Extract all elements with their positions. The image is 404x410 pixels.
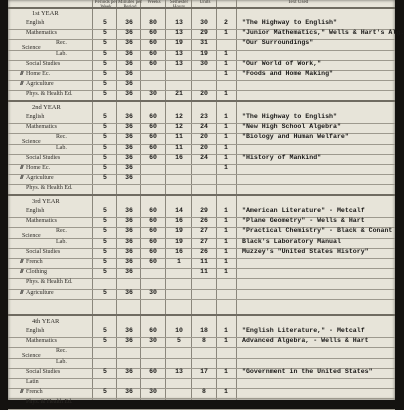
text-used-entry: "American Literature" - Metcalf [242,207,365,214]
grade-cell: 36 [125,164,133,171]
grade-cell: 5 [177,337,181,345]
grade-cell: 1 [224,123,228,131]
subject-label: English [26,20,45,26]
grade-cell: 5 [103,327,107,334]
text-used-entry: "Plane Geometry" - Wells & Hart [242,217,365,225]
strike-mark: //// [20,165,23,171]
grade-cell: 1 [224,258,228,265]
subject-label: Rec. [56,134,67,141]
year-heading: 2nd YEAR [32,104,61,111]
grade-cell: 12 [175,113,183,120]
grade-cell: 8 [202,388,206,396]
transcript-sheet [8,0,404,406]
grade-cell: 1 [224,227,228,235]
grade-cell: 16 [175,217,183,225]
subject-label: Rec. [56,348,67,355]
grade-cell: 5 [103,237,107,245]
grade-cell: 5 [103,337,107,345]
grade-cell: 21 [175,90,183,98]
grade-cell: 10 [175,327,183,334]
text-used-entry: "The Highway to English" [242,19,337,26]
grade-cell: 36 [125,49,133,57]
strike-mark: //// [20,259,23,265]
science-label: Science [22,139,41,146]
header-weeks: Weeks [147,0,161,5]
grade-cell: 13 [175,29,183,37]
grade-cell: 5 [103,174,107,182]
grade-cell: 36 [125,367,133,375]
subject-label: Rec. [56,228,67,235]
grade-cell: 60 [149,39,157,47]
grade-cell: 19 [200,49,208,57]
grade-cell: 1 [224,237,228,245]
grade-cell: 60 [149,367,157,375]
science-label: Science [22,45,41,52]
grade-cell: 30 [200,19,208,26]
section-rule [8,314,395,316]
grade-cell: 1 [224,59,228,67]
grade-cell: 1 [224,388,228,396]
grade-cell: 26 [200,217,208,225]
subject-label: English [26,328,45,334]
text-used-entry: "Foods and Home Making" [242,70,334,77]
grade-cell: 20 [200,133,208,141]
grade-cell: 20 [200,143,208,151]
subject-label: Social Studies [26,60,61,67]
grade-cell: 1 [224,49,228,57]
grade-cell: 13 [175,59,183,67]
grade-cell: 18 [200,327,208,334]
grade-cell: 11 [200,258,208,265]
text-used-entry: Advanced Algebra, - Wells & Hart [242,337,369,345]
grade-cell: 60 [149,258,157,265]
grade-cell: 1 [177,258,181,265]
year-heading: 4th YEAR [32,318,60,325]
grade-cell: 1 [224,217,228,225]
grade-cell: 19 [175,227,183,235]
text-used-entry: "The Highway to English" [242,113,337,120]
grade-cell: 60 [149,29,157,37]
grade-cell: 5 [103,70,107,77]
grade-cell: 5 [103,113,107,120]
grade-cell: 24 [200,123,208,131]
grade-cell: 1 [224,29,228,37]
subject-label: Lab. [56,144,67,151]
grade-cell: 5 [103,90,107,98]
grade-cell: 29 [200,29,208,37]
grade-cell: 36 [125,247,133,255]
grade-cell: 36 [125,268,133,276]
grade-cell: 36 [125,337,133,345]
grade-cell: 60 [149,237,157,245]
grade-cell: 36 [125,207,133,214]
grade-cell: 30 [149,388,157,396]
header-semester-hours: Semester Hours [169,0,189,10]
year-heading: 1st YEAR [32,10,59,17]
text-used-entry: "Government in the United States" [242,367,373,375]
grade-cell: 20 [200,90,208,98]
grade-cell: 5 [103,123,107,131]
grade-cell: 36 [125,19,133,26]
grade-cell: 13 [175,49,183,57]
subject-label: Lab. [56,50,67,57]
subject-label: Mathematics [26,338,57,345]
grade-cell: 1 [224,207,228,214]
subject-label: Phys. & Health Ed. [26,91,73,98]
grade-cell: 12 [175,123,183,131]
grade-cell: 1 [224,337,228,345]
year-heading: 3rd YEAR [32,198,60,205]
grade-cell: 23 [200,113,208,120]
grade-cell: 11 [175,143,183,151]
strike-mark: //// [20,71,23,77]
subject-label: Clothing [26,269,48,276]
text-used-entry: "Biology and Human Welfare" [242,133,349,141]
text-used-entry: "History of Mankind" [242,153,322,161]
grade-cell: 36 [125,288,133,296]
subject-label: Home Ec. [26,165,50,171]
strike-mark: //// [20,389,23,396]
row-rule [8,289,395,290]
grade-cell: 5 [103,207,107,214]
subject-label: Mathematics [26,30,57,37]
grade-cell: 27 [200,227,208,235]
grade-cell: 36 [125,227,133,235]
row-rule [8,70,395,71]
text-used-entry: Black's Laboratory Manual [242,237,341,245]
grade-cell: 31 [200,39,208,47]
grade-cell: 11 [175,133,183,141]
grade-cell: 36 [125,174,133,182]
grade-cell: 36 [125,90,133,98]
grade-cell: 29 [200,207,208,214]
grade-cell: 8 [202,337,206,345]
grade-cell: 60 [149,217,157,225]
row-rule [8,378,395,379]
strike-mark: //// [20,269,23,276]
grade-cell: 5 [103,29,107,37]
subject-label: Phys. & Health Ed. [26,185,73,192]
row-rule [8,174,395,175]
grade-cell: 5 [103,143,107,151]
subject-label: Mathematics [26,124,57,131]
grade-cell: 5 [103,133,107,141]
grade-cell: 36 [125,143,133,151]
grade-cell: 5 [103,153,107,161]
grade-cell: 60 [149,123,157,131]
grade-cell: 30 [149,288,157,296]
grade-cell: 5 [103,19,107,26]
text-used-entry: "Junior Mathematics," Wells & Hart's Alg. [242,29,404,37]
grade-cell: 36 [125,29,133,37]
grade-cell: 30 [200,59,208,67]
grade-cell: 1 [224,143,228,151]
grade-cell: 30 [149,90,157,98]
grade-cell: 16 [175,247,183,255]
strike-mark: //// [20,175,23,182]
grade-cell: 5 [103,288,107,296]
grade-cell: 60 [149,327,157,334]
text-used-entry: "New High School Algebra" [242,123,341,131]
subject-label: Agriculture [26,289,54,296]
subject-label: Mathematics [26,218,57,225]
subject-label: Lab. [56,358,67,365]
grade-cell: 2 [224,19,228,26]
grade-cell: 36 [125,133,133,141]
science-label: Science [22,233,41,240]
subject-label: Rec. [56,40,67,47]
grade-cell: 13 [175,19,183,26]
grade-cell: 5 [103,80,107,88]
grade-cell: 60 [149,247,157,255]
grade-cell: 17 [200,367,208,375]
grade-cell: 5 [103,217,107,225]
grade-cell: 26 [200,247,208,255]
grade-cell: 1 [224,113,228,120]
row-rule [8,80,395,81]
header-minutes: Minutes per Period [117,0,143,10]
row-rule [8,409,395,410]
grade-cell: 36 [125,39,133,47]
subject-label: Agriculture [26,175,54,182]
subject-label: Social Studies [26,248,61,255]
grade-cell: 27 [200,237,208,245]
text-used-entry: "Practical Chemistry" - Black & Conant [242,227,393,235]
subject-label: Phys. & Health Ed. [26,279,73,286]
subject-label: English [26,114,45,120]
grade-cell: 11 [200,268,208,276]
grade-cell: 1 [224,327,228,334]
science-label: Science [22,353,41,360]
grade-cell: 1 [224,70,228,77]
grade-cell: 5 [103,49,107,57]
subject-label: Lab. [56,238,67,245]
text-used-entry: "English Literature," - Metcalf [242,327,365,334]
grade-cell: 1 [224,153,228,161]
row-rule [8,164,395,165]
subject-label: Home Ec. [26,71,50,77]
row-rule [8,299,395,300]
section-rule [8,100,395,102]
grade-cell: 60 [149,113,157,120]
grade-cell: 1 [224,133,228,141]
grade-cell: 5 [103,367,107,375]
grade-cell: 36 [125,237,133,245]
grade-cell: 36 [125,327,133,334]
subject-label: French [26,389,43,396]
grade-cell: 5 [103,164,107,171]
grade-cell: 60 [149,143,157,151]
grade-cell: 1 [224,247,228,255]
grade-cell: 36 [125,70,133,77]
grade-cell: 60 [149,59,157,67]
grade-cell: 36 [125,388,133,396]
strike-mark: //// [20,289,23,296]
subject-label: Social Studies [26,154,61,161]
subject-label: Social Studies [26,368,61,375]
grade-cell: 19 [175,39,183,47]
header-periods: Periods per Week [94,0,118,10]
subject-label: Agriculture [26,81,54,88]
grade-cell: 36 [125,153,133,161]
grade-cell: 5 [103,388,107,396]
grade-cell: 1 [224,164,228,171]
grade-cell: 36 [125,113,133,120]
text-used-entry: "Our Surroundings" [242,39,314,47]
header-rule [8,7,395,9]
grade-cell: 60 [149,133,157,141]
subject-label: French [26,259,43,265]
grade-cell: 60 [149,49,157,57]
subject-label: English [26,208,45,214]
grade-cell: 19 [175,237,183,245]
text-used-entry: Muzzey's "United States History" [242,247,369,255]
header-units: Units [199,0,211,5]
grade-cell: 30 [149,337,157,345]
grade-cell: 5 [103,268,107,276]
section-rule [8,194,395,196]
grade-cell: 36 [125,217,133,225]
header-text-used: Text Used [287,0,309,5]
subject-label: Phys. & Health Ed. [26,399,73,406]
grade-cell: 14 [175,207,183,214]
grade-cell: 5 [103,59,107,67]
grade-cell: 5 [103,247,107,255]
grade-cell: 16 [175,153,183,161]
grade-cell: 60 [149,207,157,214]
grade-cell: 36 [125,258,133,265]
text-used-entry: "Our World of Work," [242,59,322,67]
grade-cell: 5 [103,258,107,265]
grade-cell: 24 [200,153,208,161]
strike-mark: //// [20,81,23,88]
subject-label: Latin [26,379,39,385]
grade-cell: 36 [125,123,133,131]
grade-cell: 1 [224,268,228,276]
grade-cell: 80 [149,19,157,26]
grade-cell: 5 [103,227,107,235]
grade-cell: 60 [149,153,157,161]
grade-cell: 1 [224,367,228,375]
grade-cell: 36 [125,59,133,67]
grade-cell: 5 [103,39,107,47]
grade-cell: 13 [175,367,183,375]
grade-cell: 1 [224,90,228,98]
grade-cell: 36 [125,80,133,88]
grade-cell: 60 [149,227,157,235]
